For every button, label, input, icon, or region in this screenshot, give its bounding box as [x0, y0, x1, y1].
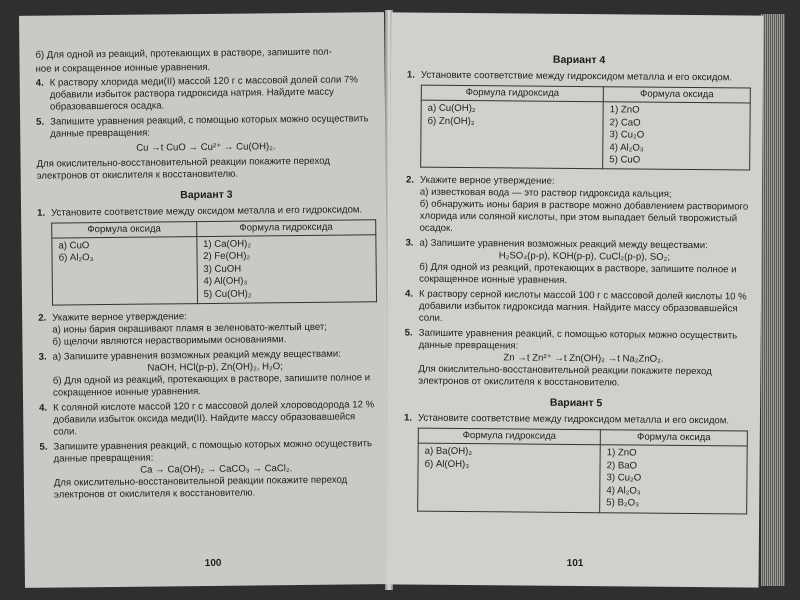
v3-question-4: 4. К соляной кислоте массой 120 г с массовой долей хлороводорода 12 % добавили избыток оксида меди(II). Найдите массу образовавшейся соли. — [39, 399, 375, 438]
variant-5-title: Вариант 5 — [549, 396, 603, 410]
table-header-left: Формула гидроксида — [421, 85, 603, 102]
table-left-cell: а) Cu(OH)₂ б) Zn(OH)₂ — [421, 100, 604, 169]
table-left-cell: а) Ba(OH)₂ б) Al(OH)₃ — [418, 443, 601, 512]
table-left-cell: а) CuO б) Al₂O₃ — [52, 237, 197, 306]
v4-question-1: 1. Установите соответствие между гидроксидом металла и его оксидом. — [406, 69, 733, 84]
v4-table — [420, 85, 751, 171]
scheme-top: Cu →t CuO → Cu²⁺ → Cu(OH)₂. — [136, 141, 276, 154]
table-header-right: Формула гидроксида — [196, 220, 375, 237]
table-header-left: Формула гидроксида — [418, 428, 600, 445]
v3-question-5: 5. Запишите уравнения реакций, с помощью которых можно осуществить данные превращения: Ca → Ca(OH)₂ → CaCO₃ → CaCl₂. Для окислительно-восстановительной реакции покажите переход электронов от окислителя к восстановителю. — [39, 438, 373, 501]
variant-4-title: Вариант 4 — [552, 53, 606, 67]
question-5-top: 5. Запишите уравнения реакций, с помощью которых можно осуществить данные превращения: — [36, 113, 369, 140]
table-header-left: Формула оксида — [52, 222, 197, 238]
v4-question-3: 3. а) Запишите уравнения возможных реакций между веществами: H₂SO₄(р-р), KOH(р-р), CuCl₂(р-р), SO₂; б) Для одной из реакций, протекающих в растворе, запишите полное и сокращенное ионные уравнения. — [405, 237, 737, 287]
intro-line-1: б) Для одной из реакций, протекающих в растворе, запишите пол- — [35, 46, 332, 61]
right-page — [387, 12, 764, 587]
table-header-right: Формула оксида — [600, 430, 747, 446]
v5-table — [417, 428, 748, 514]
table-right-cell: 1) ZnO 2) BaO 3) Cu₂O 4) Al₂O₃ 5) B₂O₃ — [600, 445, 747, 514]
left-page — [19, 12, 390, 588]
v4-question-2: 2. Укажите верное утверждение: а) известковая вода — это раствор гидроксида кальция; б) обнаружить ионы бария в растворе можно добавлением растворимого хлорида или соляной кислоты, при этом выпадает белый творожистый осадок. — [405, 174, 749, 235]
v3-question-3: 3. а) Запишите уравнения возможных реакций между веществами: NaOH, HCl(р-р), Zn(OH)₂, H₂O; б) Для одной из реакций, протекающих в растворе, запишите полное и сокращенное ионные уравнения. — [38, 348, 371, 399]
page-number-right: 101 — [566, 557, 584, 569]
table-right-cell: 1) Ca(OH)₂ 2) Fe(OH)₂ 3) CuOH 4) Al(OH)₃ 5) Cu(OH)₂ — [196, 235, 376, 304]
v3-table — [51, 219, 377, 306]
variant-3-title: Вариант 3 — [180, 188, 233, 202]
v3-question-2: 2. Укажите верное утверждение: а) ионы бария окрашивают пламя в зеленовато-желтый цвет; б) щелочи являются нерастворимыми основаниями. — [38, 311, 327, 348]
question-4-top: 4. К раствору хлорида меди(II) массой 120 г с массовой долей соли 7% добавили избыток раствора гидроксида натрия. Найдите массу образовавшегося осадка. — [35, 74, 358, 113]
page-edges — [761, 14, 785, 586]
redox-note-top: Для окислительно-восстановительной реакции покажите переход электронов от окислителя к восстановителю. — [36, 155, 330, 182]
table-header-right: Формула оксида — [603, 87, 750, 103]
v3-question-1: 1. Установите соответствие между оксидом металла и его гидроксидом. — [37, 204, 363, 219]
page-number-left: 100 — [204, 557, 222, 569]
v4-question-5: 5. Запишите уравнения реакций, с помощью которых можно осуществить данные превращения: Zn →t Zn²⁺ →t Zn(OH)₂ →t Na₂ZnO₂. Для окислительно-восстановительной реакции покажите переход электронов от окислителя к восстановителю. — [404, 327, 738, 389]
intro-line-2: ное и сокращенное ионные уравнения. — [35, 61, 211, 75]
v5-question-1: 1. Установите соответствие между гидроксидом металла и его оксидом. — [403, 412, 730, 427]
table-right-cell: 1) ZnO 2) CaO 3) Cu₂O 4) Al₂O₃ 5) CuO — [603, 102, 750, 171]
v4-question-4: 4. К раствору серной кислоты массой 100 г с массовой долей кислоты 10 % добавили избыток гидроксида магния. Найдите массу образовавшейся соли. — [404, 288, 747, 325]
